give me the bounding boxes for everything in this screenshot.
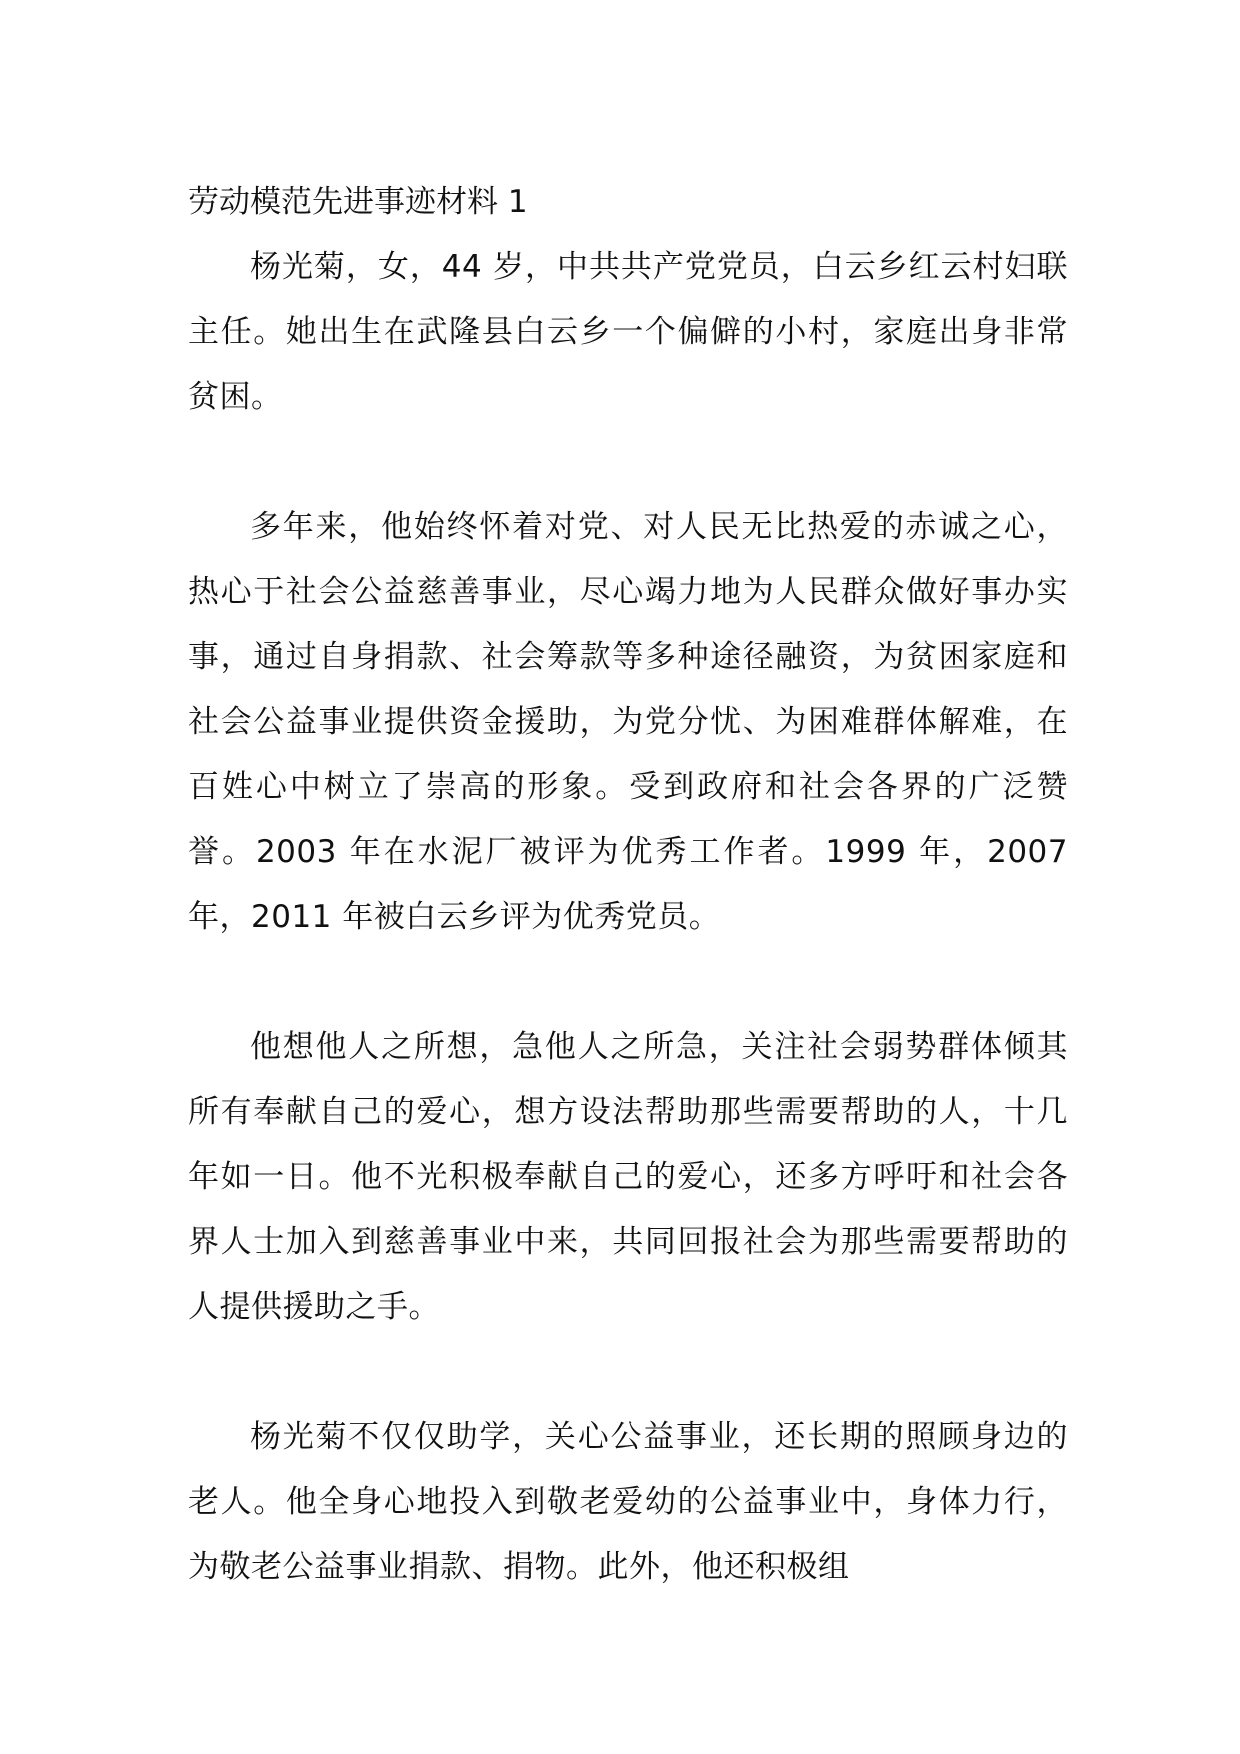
paragraph-spacer	[188, 1340, 1068, 1405]
paragraph-spacer	[188, 950, 1068, 1015]
document-title: 劳动模范先进事迹材料 1	[188, 184, 528, 220]
paragraph-1: 杨光菊，女，44 岁，中共共产党党员，白云乡红云村妇联主任。她出生在武隆县白云乡一个偏僻的小村，家庭出身非常贫困。	[188, 249, 1068, 415]
paragraph-3: 他想他人之所想，急他人之所急，关注社会弱势群体倾其所有奉献自己的爱心，想方设法帮助那些需要帮助的人，十几年如一日。他不光积极奉献自己的爱心，还多方呼吁和社会各界人士加入到慈善事业中来，共同回报社会为那些需要帮助的人提供援助之手。	[188, 1029, 1068, 1325]
document-body	[188, 170, 1068, 1600]
paragraph-4: 杨光菊不仅仅助学，关心公益事业，还长期的照顾身边的老人。他全身心地投入到敬老爱幼的公益事业中，身体力行，为敬老公益事业捐款、捐物。此外，他还积极组	[188, 1419, 1068, 1585]
paragraph-spacer	[188, 430, 1068, 495]
paragraph-2: 多年来，他始终怀着对党、对人民无比热爱的赤诚之心，热心于社会公益慈善事业，尽心竭力地为人民群众做好事办实事，通过自身捐款、社会筹款等多种途径融资，为贫困家庭和社会公益事业提供资金援助，为党分忧、为困难群体解难，在百姓心中树立了崇高的形象。受到政府和社会各界的广泛赞誉。2003 年在水泥厂被评为优秀工作者。1999 年，2007 年，2011 年被白云乡评为优秀党员。	[188, 509, 1068, 935]
